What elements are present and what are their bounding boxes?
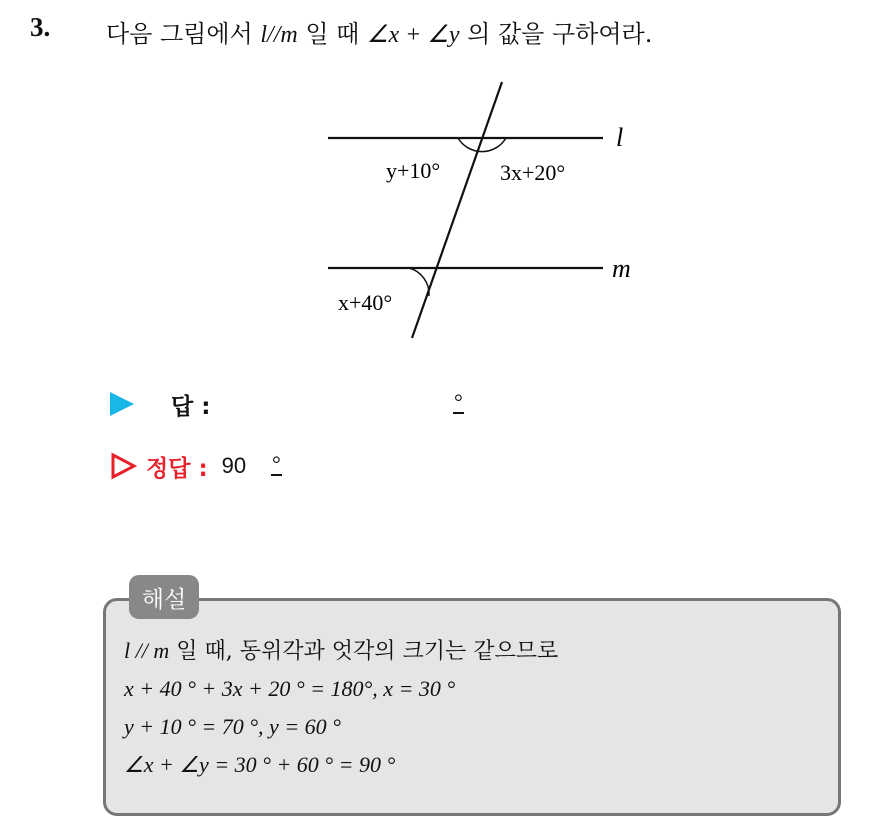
answer-label: 답 : <box>171 393 211 420</box>
explanation-badge: 해설 <box>129 575 199 619</box>
parallel-lines-figure <box>320 80 660 345</box>
transversal-line <box>412 82 502 338</box>
answer-unit: ° <box>454 389 463 414</box>
correct-answer-row <box>110 448 246 484</box>
correct-answer-value: 90 <box>221 453 247 478</box>
play-triangle-icon <box>110 392 134 416</box>
outline-triangle-icon <box>110 452 138 480</box>
angle-label-top-right: 3x+20° <box>500 160 566 185</box>
explanation-line-4: ∠x + ∠y = 30 ° + 60 ° = 90 ° <box>124 752 396 777</box>
explanation-line-1-text: 일 때, 동위각과 엇각의 크기는 같으므로 <box>176 639 559 664</box>
line-m-label: m <box>612 254 631 283</box>
question-mid: 일 때 <box>305 20 360 48</box>
question-number: 3. <box>30 12 51 42</box>
correct-answer-unit: ° <box>272 451 281 476</box>
question-lead: 다음 그림에서 <box>106 20 253 48</box>
parallel-notation: l//m <box>260 22 298 48</box>
line-l-label: l <box>616 123 624 152</box>
explanation-line-1 <box>124 634 558 665</box>
angle-label-bottom-left: x+40° <box>338 290 393 315</box>
explanation-parallel: l // m <box>124 638 170 663</box>
explanation-line-2: x + 40 ° + 3x + 20 ° = 180°, x = 30 ° <box>124 676 456 701</box>
explanation-line-3: y + 10 ° = 70 °, y = 60 ° <box>124 714 341 739</box>
correct-answer-label: 정답 : <box>146 455 208 482</box>
angle-label-top-left: y+10° <box>386 158 441 183</box>
question-tail: 의 값을 구하여라. <box>467 20 653 48</box>
answer-row <box>110 386 220 422</box>
explanation-box <box>103 598 841 816</box>
angle-expression: ∠x + ∠y <box>367 22 460 48</box>
question-text <box>106 14 652 49</box>
angle-arc-bottom <box>409 268 429 296</box>
